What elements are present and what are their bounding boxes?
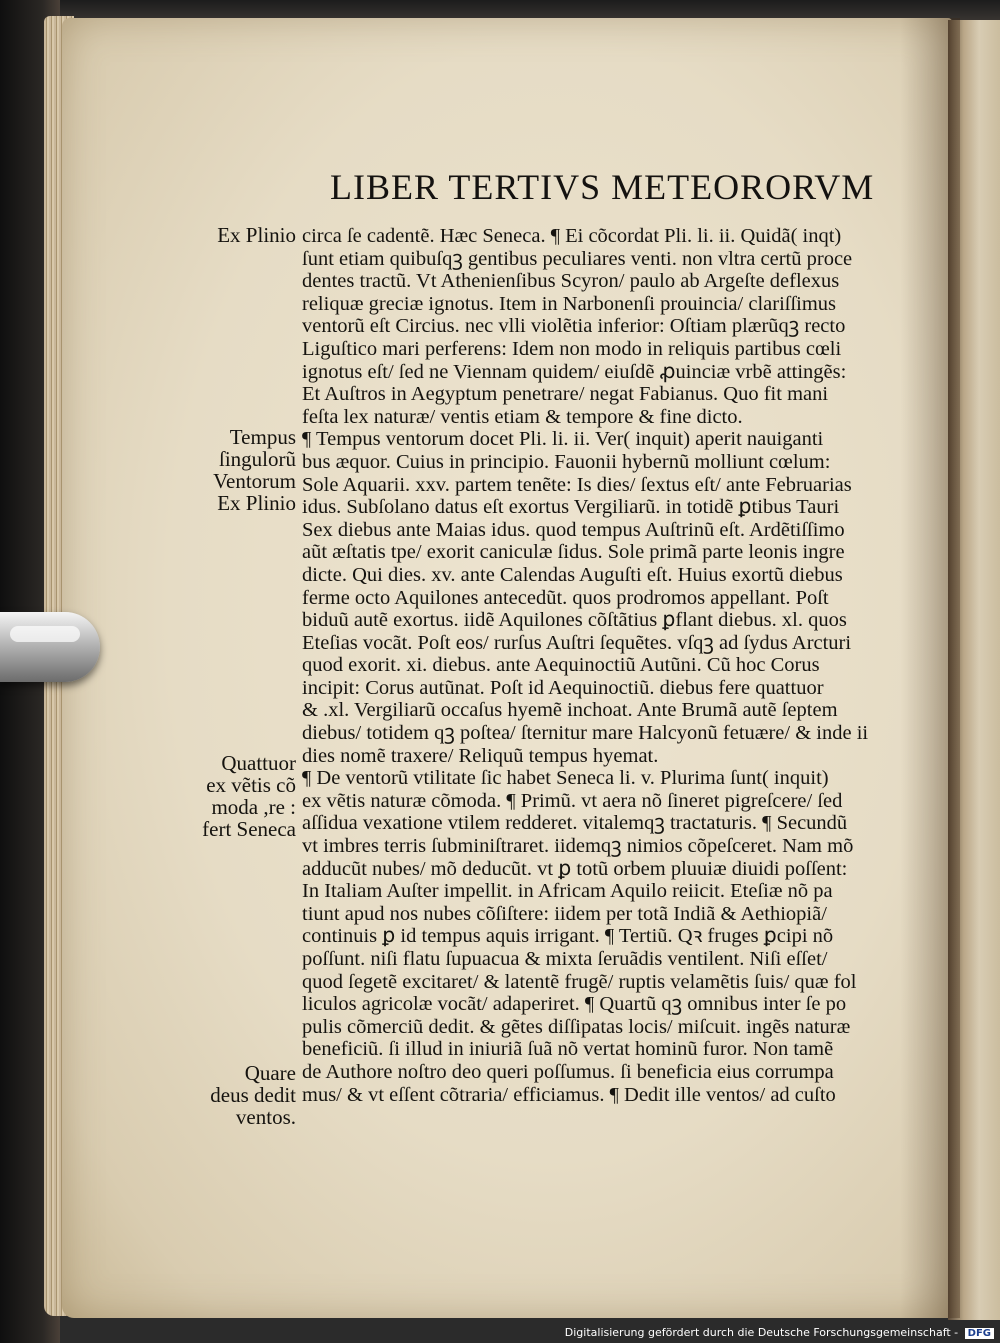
text-line: ¶ De ventorũ vtilitate ſic habet Seneca li. v. Plurima ſunt( inquit)	[302, 767, 829, 790]
margin-note-line: deus dedit	[210, 1083, 296, 1107]
margin-note-line: Ex Plinio	[217, 223, 296, 247]
digitization-footer	[565, 1326, 994, 1339]
text-line: aſſidua vexatione vtilem redderet. vitalemqꝫ tractaturis. ¶ Secundũ	[302, 812, 848, 835]
margin-note-line: Quare	[244, 1061, 296, 1085]
margin-note-line: Quattuor	[221, 751, 296, 775]
text-line: & .xl. Vergiliarũ occaſus hyemẽ inchoat. Ante Brumã autẽ ſeptem	[302, 699, 838, 722]
text-line: dentes tractũ. Vt Athenienſibus Scyron/ paulo ab Argeſte deflexus	[302, 270, 840, 293]
margin-note-line: ſingulorũ	[219, 447, 296, 471]
margin-note-line: Ex Plinio	[217, 491, 296, 515]
margin-note-line: Tempus	[229, 425, 296, 449]
text-line: Sole Aquarii. xxv. partem tenẽte: Is dies/ ſextus eſt/ ante Februarias	[302, 473, 852, 496]
margin-note-tempus	[186, 426, 296, 514]
text-line: biduũ autẽ exortus. iidẽ Aquilones cõſtãtius ꝑflant diebus. xl. quos	[302, 609, 847, 632]
margin-note-ex-plinio	[186, 224, 296, 246]
text-line: mus/ & vt eſſent cõtraria/ efficiamus. ¶ Dedit ille ventos/ ad cuſto	[302, 1083, 836, 1106]
margin-note-line: ventos.	[235, 1105, 296, 1129]
text-line: continuis ꝑ id tempus aquis irrigant. ¶ Tertiũ. Qꝛ fruges ꝑcipi nõ	[302, 925, 834, 948]
text-line: ventorũ eſt Circius. nec vlli violẽtia inferior: Oſtiam plærũqꝫ recto	[302, 315, 846, 338]
text-line: diebus/ totidem qꝫ poſtea/ ſternitur mare Halcyonũ fetuære/ & inde ii	[302, 722, 869, 745]
text-line: ¶ Tempus ventorum docet Pli. li. ii. Ver( inquit) aperit nauiganti	[302, 428, 824, 451]
text-line: vt imbres terris ſubminiſtraret. iidemqꝫ nimios cõpeſceret. Nam mõ	[302, 835, 854, 858]
text-line: ſunt etiam quibuſqꝫ gentibus peculiares venti. non vltra certũ proce	[302, 247, 853, 270]
margin-note-quare	[186, 1062, 296, 1128]
text-line: circa ſe cadentẽ. Hæc Seneca. ¶ Ei cõcordat Pli. li. ii. Quidã( inqt)	[302, 225, 842, 247]
text-line: dies nomẽ traxere/ Reliquũ tempus hyemat.	[302, 744, 659, 767]
margin-note-quattuor	[186, 752, 296, 840]
margin-note-line: fert Seneca	[202, 817, 296, 841]
text-line: Eteſias vocãt. Poſt eos/ rurſus Auſtri ſequẽtes. vſqꝫ ad ſydus Arcturi	[302, 631, 852, 654]
text-line: aũt æſtatis tpe/ exorit caniculæ ſidus. Sole primã parte leonis ingre	[302, 541, 845, 564]
main-text-block	[302, 225, 902, 1106]
text-line: pulis cõmerciũ dedit. & gẽtes diſſipatas locis/ miſcuit. ingẽs naturæ	[302, 1015, 851, 1038]
gutter-shadow	[900, 18, 960, 1318]
margin-note-line: moda ,re :	[211, 795, 296, 819]
text-line: Sex diebus ante Maias idus. quod tempus Auſtrinũ eſt. Ardẽtiſſimo	[302, 518, 845, 541]
text-line: dicte. Qui dies. xv. ante Calendas Auguſti eſt. Huius exortũ diebus	[302, 563, 843, 586]
text-line: liculos agricolæ vocãt/ adaperiret. ¶ Quartũ qꝫ omnibus inter ſe po	[302, 993, 847, 1016]
text-line: beneficiũ. ſi illud in iniuriã ſuã nõ vertat hominũ furor. Non tamẽ	[302, 1038, 834, 1061]
text-line: Liguſtico mari perferens: Idem non modo in reliquis partibus cœli	[302, 337, 842, 360]
text-line: tiunt apud nos nubes cõſiſtere: iidem per totã Indiã & Aethiopiã/	[302, 902, 827, 925]
text-line: bus æquor. Cuius in principio. Fauonii hybernũ molliunt cœlum:	[302, 450, 831, 473]
text-line: de Authore noſtro deo queri poſſumus. ſi beneficia eius corrumpa	[302, 1060, 834, 1083]
digitization-credit: Digitalisierung gefördert durch die Deutsche Forschungsgemeinschaft -	[564, 1326, 959, 1339]
margin-note-line: ex vẽtis cõ	[206, 773, 296, 797]
text-line: quod ſegetẽ excitaret/ & latentẽ frugẽ/ ruptis velamẽtis ſuis/ quæ fol	[302, 970, 857, 993]
page-clip	[0, 612, 100, 682]
text-line: adducũt nubes/ mõ deducũt. vt ꝑ totũ orbem pluuiæ diuidi poſſent:	[302, 857, 848, 880]
text-line: poſſunt. niſi flatu ſupuacua & mixta ſeruãdis ventilent. Niſi eſſet/	[302, 948, 828, 970]
text-line: idus. Subſolano datus eſt exortus Vergiliarũ. in totidẽ ꝑtibus Tauri	[302, 496, 840, 519]
running-head: LIBER TERTIVS METEORORVM	[330, 167, 875, 207]
text-line: ferme octo Aquilones antecedũt. quos prodromos appellant. Poſt	[302, 586, 829, 609]
text-line: reliquæ greciæ ignotus. Item in Narbonenſi prouincia/ clariſſimus	[302, 292, 837, 315]
text-line: ignotus eſt/ ſed ne Viennam quidem/ eiuſdẽ ꝓuinciæ vrbẽ attingẽs:	[302, 360, 847, 383]
margin-note-line: Ventorum	[213, 469, 296, 493]
text-line: incipit: Corus autũnat. Poſt id Aequinoctiũ. diebus fere quattuor	[302, 676, 824, 699]
text-line: ex vẽtis naturæ cõmoda. ¶ Primũ. vt aera nõ ſineret pigreſcere/ ſed	[302, 789, 843, 812]
text-line: In Italiam Auſter impellit. in Africam Aquilo reiicit. Eteſiæ nõ pa	[302, 880, 833, 903]
dfg-logo: DFG	[965, 1328, 994, 1339]
text-line: Et Auſtros in Aegyptum penetrare/ negat Fabianus. Quo fit mani	[302, 383, 829, 406]
text-line: quod exorit. xi. diebus. ante Aequinoctiũ Autũni. Cũ hoc Corus	[302, 654, 820, 677]
text-line: feſta lex naturæ/ ventis etiam & tempore & fine dicto.	[302, 405, 743, 428]
